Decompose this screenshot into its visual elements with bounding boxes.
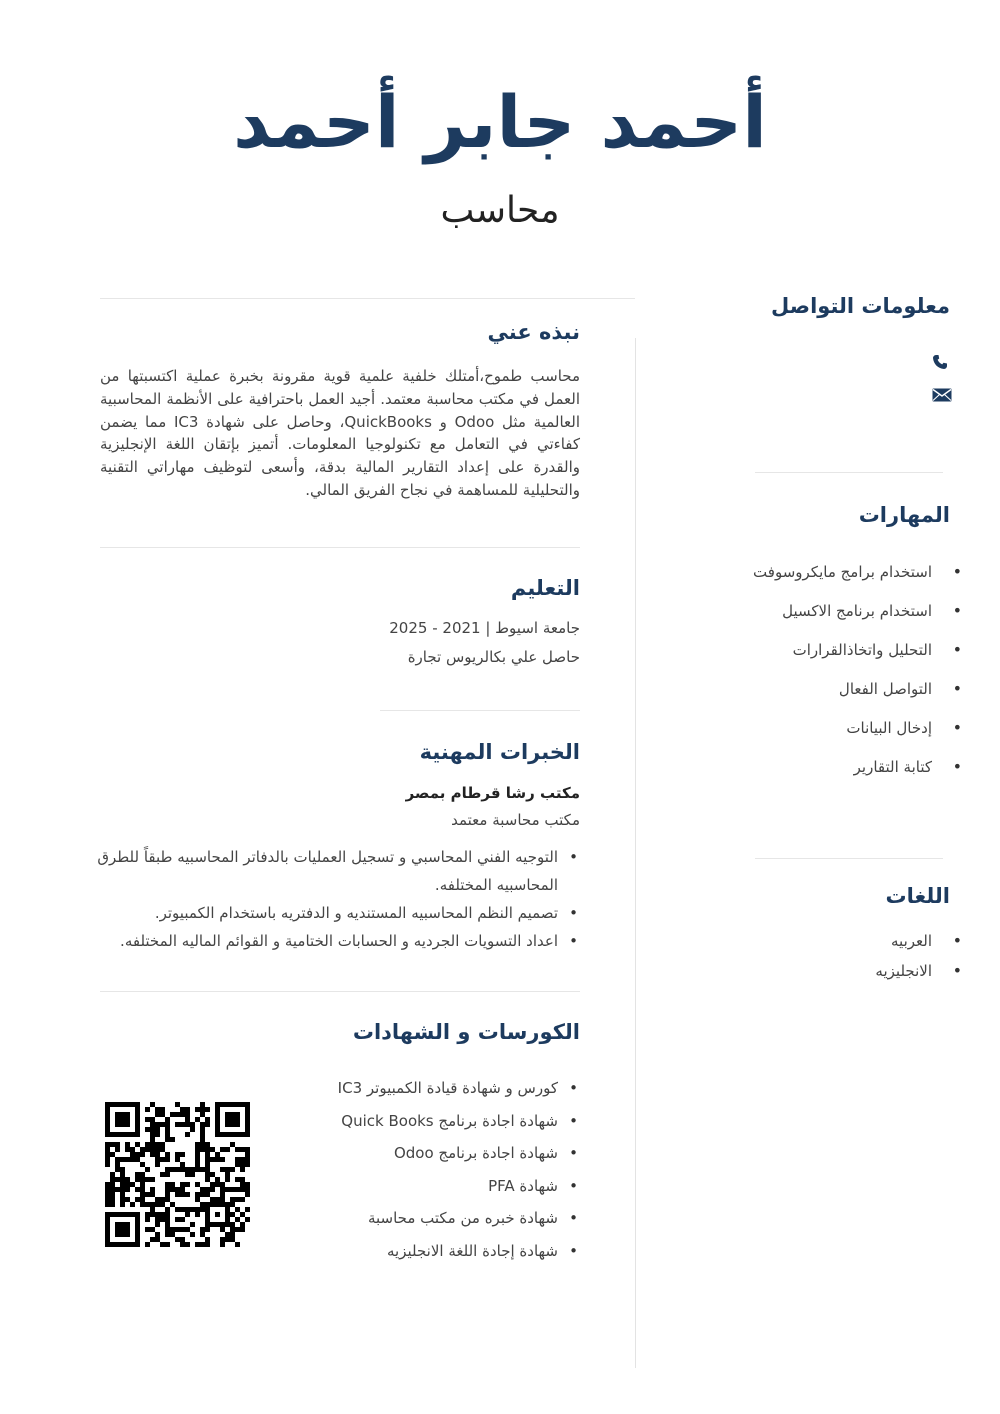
course-item: • شهادة اجادة برنامج Quick Books [290,1105,580,1138]
languages-heading: اللغات [885,884,950,908]
skills-section [730,503,950,796]
about-heading: نبذه عني [487,320,580,344]
skill-item: • إدخال البيانات [730,718,962,757]
skills-heading: المهارات [858,503,950,527]
about-section [100,320,580,502]
experience-subtitle: مكتب محاسبة معتمد [451,811,580,829]
languages-list [730,931,962,991]
column-divider [635,338,636,1368]
languages-section [730,884,950,991]
divider-about [100,547,580,548]
experience-list [86,843,580,955]
skill-item: • التحليل واتخاذالقرارات [730,640,962,679]
job-title: محاسب [440,190,560,231]
phone-icon [932,354,948,370]
education-university: جامعة اسيوط | 2021 - 2025 [389,619,580,637]
experience-company: مكتب رشا قرطام بمصر [405,784,580,802]
phone-item [930,354,952,370]
contact-section [730,294,950,318]
course-item: • كورس و شهادة قيادة الكمبيوتر IC3 [290,1072,580,1105]
language-item: • العربيه [730,931,962,961]
experience-item: • التوجيه الفني المحاسبي و تسجيل العمليات بالدفاتر المحاسبيه طبقاً للطرق المحاسبيه المختلفه. [86,843,580,899]
education-heading: التعليم [510,576,580,600]
about-text: محاسب طموح،أمتلك خلفية علمية قوية مقرونة بخبرة عملية اكتسبتها من العمل في مكتب محاسبة معتمد. أجيد العمل باحترافية على الأنظمة المحاسبية العالمية مثل Odoo و QuickBooks، وحاصل على شهادة IC3 مما يضمن كفاءتي في التعامل مع تكنولوجيا المعلومات. أتميز بإتقان اللغة الإنجليزية والقدرة على إعداد التقارير المالية بدقة، وأسعى لتوظيف مهاراتي التقنية والتحليلية للمساهمة في نجاح الفريق المالي. [100,367,581,499]
qr-code-icon[interactable] [105,1102,250,1247]
skills-list [730,562,962,796]
divider-contact [755,472,943,473]
language-item: • الانجليزيه [730,961,962,991]
mail-icon [932,388,952,402]
experience-item: • تصميم النظم المحاسبيه المستنديه و الدفتريه باستخدام الكمبيوتر. [86,899,580,927]
courses-list [290,1072,580,1268]
divider-experience [100,991,580,992]
courses-heading: الكورسات و الشهادات [352,1020,580,1044]
course-item: • شهادة خبره من مكتب محاسبة [290,1202,580,1235]
course-item: • شهادة اجادة برنامج Odoo [290,1137,580,1170]
course-item: • شهادة إجادة اللغة الانجليزيه [290,1235,580,1268]
experience-heading: الخبرات المهنية [419,740,580,764]
education-degree: حاصل علي بكالريوس تجارة [407,648,580,666]
email-item [930,388,952,404]
divider-top [100,298,635,299]
contact-heading: معلومات التواصل [771,294,950,318]
resume-name: أحمد جابر أحمد [233,80,767,164]
experience-item: • اعداد التسويات الجرديه و الحسابات الختامية و القوائم الماليه المختلفه. [86,927,580,955]
skill-item: • استخدام برامج مايكروسوفت [730,562,962,601]
skill-item: • استخدام برنامج الاكسيل [730,601,962,640]
divider-education [380,710,580,711]
skill-item: • كتابة التقارير [730,757,962,796]
divider-skills [755,858,943,859]
skill-item: • التواصل الفعال [730,679,962,718]
education-section [100,576,580,666]
course-item: • شهادة PFA [290,1170,580,1203]
experience-section [97,740,580,955]
courses-section [100,1020,580,1044]
